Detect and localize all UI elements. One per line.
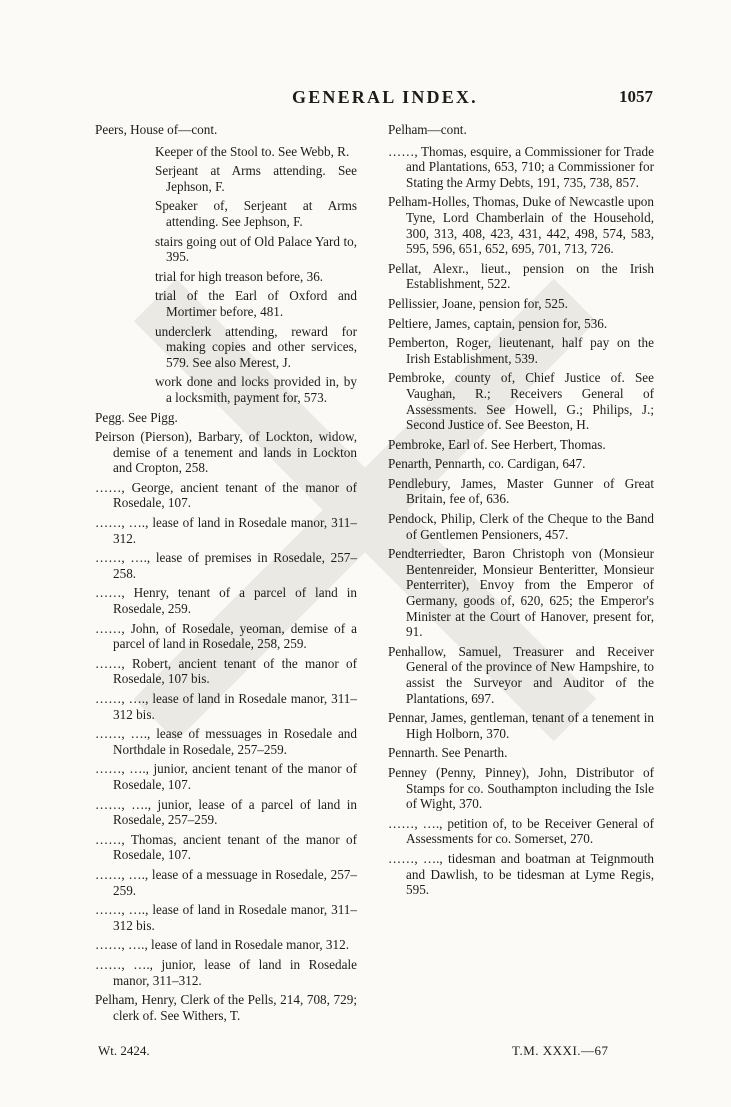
footer-print-code: Wt. 2424. [98, 1043, 150, 1058]
index-entry: Pennar, James, gentleman, tenant of a tenement in High Holborn, 370. [388, 710, 654, 741]
index-entry: trial of the Earl of Oxford and Mortimer before, 481. [155, 288, 357, 319]
index-entry: ……, …., lease of land in Rosedale manor, 311–312 bis. [95, 902, 357, 933]
index-entry: ……, Henry, tenant of a parcel of land in Rosedale, 259. [95, 585, 357, 617]
index-entry: ……, …., lease of land in Rosedale manor, 311–312. [95, 515, 357, 546]
index-entry: work done and locks provided in, by a locksmith, payment for, 573. [155, 374, 357, 405]
index-entry: Pelham, Henry, Clerk of the Pells, 214, 708, 729; clerk of. See Withers, T. [95, 992, 357, 1023]
index-entry: stairs going out of Old Palace Yard to, 395. [155, 233, 357, 265]
index-entry: ……, …., lease of a messuage in Rosedale, 257–259. [95, 866, 357, 898]
index-entry: Pembroke, county of, Chief Justice of. See Vaughan, R.; Receivers General of Assessments. See Howell, G.; Philips, J.; Second Justice of. See Beeston, H. [388, 370, 654, 433]
index-entry: Peirson (Pierson), Barbary, of Lockton, widow, demise of a tenement and lands in Lockton and Cropton, 258. [95, 429, 357, 476]
index-entry: Pelham—cont. [388, 122, 467, 137]
index-entry: Penarth, Pennarth, co. Cardigan, 647. [388, 456, 586, 472]
index-entry: Pendock, Philip, Clerk of the Cheque to the Band of Gentlemen Pensioners, 457. [388, 511, 654, 542]
index-entry: Pembroke, Earl of. See Herbert, Thomas. [388, 436, 606, 452]
left-column [95, 122, 357, 1027]
index-entry: ……, …., lease of land in Rosedale manor, 312. [95, 937, 350, 953]
index-entry: Pegg. See Pigg. [95, 409, 178, 425]
index-entry: ……, …., lease of land in Rosedale manor, 311–312 bis. [95, 691, 357, 722]
index-entry: Serjeant at Arms attending. See Jephson, F. [155, 163, 357, 194]
index-entry: ……, …., lease of premises in Rosedale, 257–258. [95, 550, 357, 581]
page-number: 1057 [619, 87, 653, 106]
index-entry: Pennarth. See Penarth. [388, 745, 508, 761]
index-entry: ……, George, ancient tenant of the manor of Rosedale, 107. [95, 479, 357, 511]
index-entry: Penney (Penny, Pinney), John, Distributor of Stamps for co. Southampton including the Isle of Wight, 370. [388, 764, 654, 812]
footer-signature-mark: T.M. XXXI.—67 [512, 1043, 609, 1058]
index-entry: underclerk attending, reward for making copies and other services, 579. See also Merest, J. [155, 323, 357, 370]
index-entry: ……, …., junior, lease of a parcel of land in Rosedale, 257–259. [95, 796, 357, 828]
index-entry: Pellissier, Joane, pension for, 525. [388, 295, 568, 311]
index-entry: ……, …., junior, ancient tenant of the manor of Rosedale, 107. [95, 761, 357, 792]
index-entry: Pendterriedter, Baron Christoph von (Monsieur Bentenreider, Monsieur Benteritter, Monsieur Penterriter), Envoy from the Emperor of Germany, goods of, 620, 625; the Emperor's Minister at the Court of Hanover, present for, 91. [388, 546, 654, 640]
index-entry: Penhallow, Samuel, Treasurer and Receiver General of the province of New Hampshire, to assist the Surveyor and Auditor of the Plantations, 697. [388, 643, 654, 706]
page-header [0, 87, 731, 115]
index-entry: Pendlebury, James, Master Gunner of Great Britain, fee of, 636. [388, 475, 654, 507]
index-entry: Pemberton, Roger, lieutenant, half pay on the Irish Establishment, 539. [388, 335, 654, 366]
index-entry: ……, …., petition of, to be Receiver General of Assessments for co. Somerset, 270. [388, 815, 654, 847]
index-entry: ……, Thomas, esquire, a Commissioner for Trade and Plantations, 653, 710; a Commissioner for Stating the Army Debts, 191, 735, 738, 857. [388, 143, 654, 190]
index-entry: ……, …., junior, lease of land in Rosedale manor, 311–312. [95, 956, 357, 988]
page-title: GENERAL INDEX. [292, 87, 478, 107]
index-entry: Peltiere, James, captain, pension for, 536. [388, 315, 608, 331]
index-entry: ……, …., lease of messuages in Rosedale and Northdale in Rosedale, 257–259. [95, 726, 357, 757]
index-entry: ……, Thomas, ancient tenant of the manor of Rosedale, 107. [95, 831, 357, 863]
index-entry: ……, Robert, ancient tenant of the manor of Rosedale, 107 bis. [95, 655, 357, 687]
index-entry: Peers, House of—cont. [95, 122, 218, 137]
index-entry: ……, …., tidesman and boatman at Teignmouth and Dawlish, to be tidesman at Lyme Regis, 595. [388, 850, 654, 898]
index-entry: Pellat, Alexr., lieut., pension on the Irish Establishment, 522. [388, 260, 654, 292]
index-entry: Keeper of the Stool to. See Webb, R. [155, 143, 350, 159]
index-entry: ……, John, of Rosedale, yeoman, demise of a parcel of land in Rosedale, 258, 259. [95, 620, 357, 652]
index-entry: trial for high treason before, 36. [155, 268, 324, 284]
index-entry: Pelham-Holles, Thomas, Duke of Newcastle upon Tyne, Lord Chamberlain of the Household, 300, 313, 408, 423, 431, 442, 498, 574, 583, 595, 596, 651, 652, 695, 701, 713, 726. [388, 194, 654, 257]
index-entry: Speaker of, Serjeant at Arms attending. See Jephson, F. [155, 198, 357, 229]
right-column [388, 122, 654, 902]
